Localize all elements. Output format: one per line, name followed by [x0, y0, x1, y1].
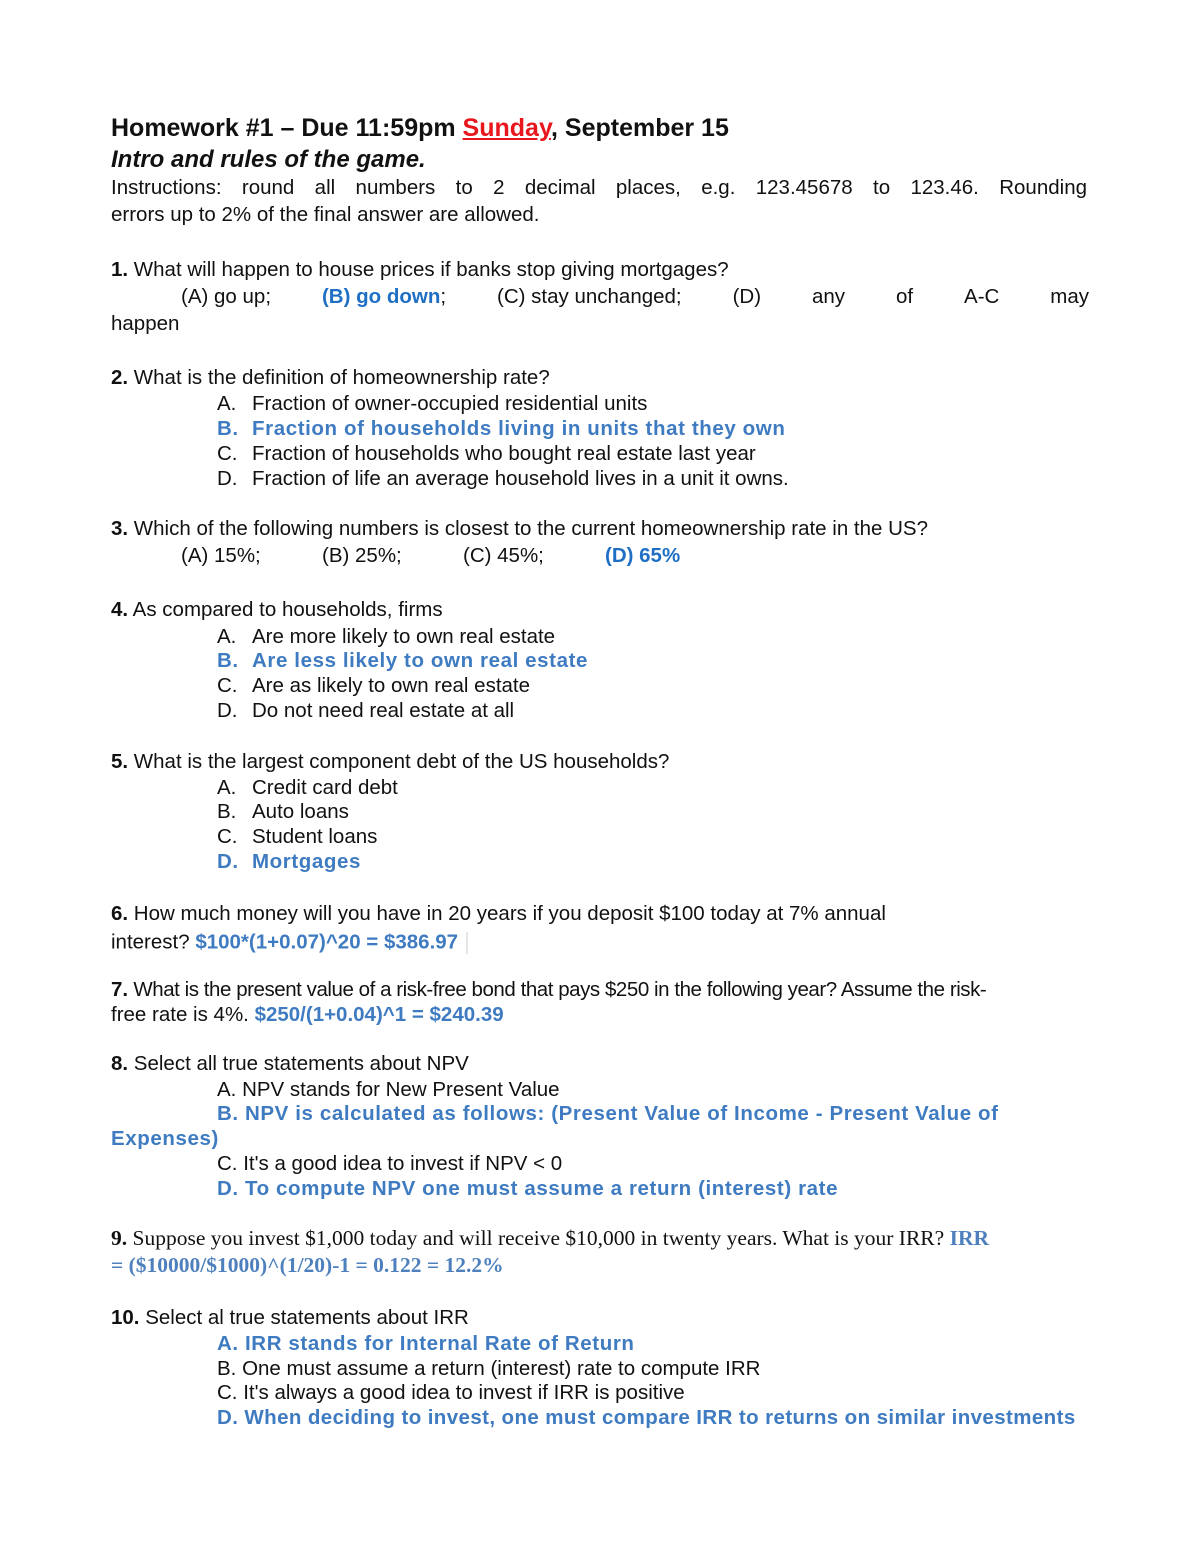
question-number: 9. — [111, 1226, 128, 1250]
option-text: Do not need real estate at all — [252, 699, 515, 722]
question-number: 8. — [111, 1052, 129, 1075]
question-number: 4. — [111, 598, 129, 621]
instructions-line-1: Instructions: round all numbers to 2 decimal places, e.g. 123.45678 to 123.46. Rounding — [111, 176, 1087, 199]
option-text: Fraction of life an average household lives in a unit it owns. — [252, 467, 789, 490]
question-text: As compared to households, firms — [128, 598, 443, 621]
question-8 — [111, 1054, 469, 1075]
option-b — [322, 287, 446, 308]
question-2 — [111, 368, 550, 389]
option-letter: D. — [217, 699, 238, 722]
answer-text: IRR — [949, 1226, 989, 1250]
option-letter: C. — [217, 674, 238, 697]
option-letter: A. — [217, 392, 237, 415]
question-text: free rate is 4%. — [111, 1003, 255, 1026]
instructions-line-2: errors up to 2% of the final answer are allowed. — [111, 203, 540, 226]
question-3 — [111, 519, 928, 540]
option-text: Are as likely to own real estate — [252, 674, 531, 697]
option-letter: B. — [217, 417, 239, 440]
question-1 — [111, 260, 729, 281]
text-cursor — [466, 932, 468, 954]
question-4 — [111, 600, 443, 621]
question-number: 10. — [111, 1306, 140, 1329]
option-text: Mortgages — [252, 850, 362, 873]
option-a — [217, 392, 648, 415]
question-9 — [111, 1228, 989, 1250]
option-c — [217, 825, 378, 848]
question-9-answer — [111, 1255, 504, 1277]
option-b — [217, 800, 349, 823]
question-text: Select all true statements about NPV — [128, 1052, 469, 1075]
option-a — [217, 625, 556, 648]
question-1-options — [181, 287, 1089, 308]
option-b-continued: Expenses) — [111, 1127, 219, 1150]
question-text: How much money will you have in 20 years if you deposit $100 today at 7% annual — [128, 902, 886, 925]
question-text: Suppose you invest $1,000 today and will receive $10,000 in twenty years. What is your IRR? — [127, 1226, 950, 1250]
option-d-word: any — [811, 285, 846, 308]
option-b — [217, 417, 786, 440]
option-b: B. NPV is calculated as follows: (Present Value of Income - Present Value of — [217, 1102, 999, 1125]
question-text: What is the definition of homeownership rate? — [128, 366, 550, 389]
question-text: What is the present value of a risk-free bond that pays $250 in the following year? Assume the risk- — [128, 978, 987, 1001]
option-text: Student loans — [252, 825, 378, 848]
option-d: D. To compute NPV one must assume a return (interest) rate — [217, 1177, 839, 1200]
answer-text: $100*(1+0.07)^20 = $386.97 — [195, 930, 459, 954]
question-number: 1. — [111, 258, 129, 281]
question-number: 2. — [111, 366, 129, 389]
question-3-option-a: (A) 15%; — [181, 544, 261, 567]
option-letter: B. — [217, 649, 239, 672]
question-number: 3. — [111, 517, 129, 540]
option-letter: C. — [217, 825, 238, 848]
answer-text: $250/(1+0.04)^1 = $240.39 — [254, 1003, 504, 1026]
option-text: Fraction of households living in units that they own — [252, 417, 786, 440]
option-a: A. IRR stands for Internal Rate of Return — [217, 1332, 635, 1355]
question-text: What is the largest component debt of the US households? — [128, 750, 670, 773]
option-c: C. It's a good idea to invest if NPV < 0 — [217, 1152, 563, 1175]
option-letter: B. — [217, 800, 237, 823]
question-text: interest? — [111, 930, 196, 954]
option-letter: D. — [217, 467, 238, 490]
option-d-word: may — [1050, 285, 1089, 308]
option-a: A. NPV stands for New Present Value — [217, 1078, 560, 1101]
option-text: Are more likely to own real estate — [252, 625, 556, 648]
question-number: 5. — [111, 750, 129, 773]
question-3-option-b: (B) 25%; — [322, 544, 402, 567]
question-number: 7. — [111, 978, 129, 1001]
question-7 — [111, 980, 986, 1001]
option-b: B. One must assume a return (interest) rate to compute IRR — [217, 1357, 761, 1380]
option-text: Fraction of owner-occupied residential units — [252, 392, 648, 415]
option-d-word: of — [895, 285, 914, 308]
option-a — [217, 776, 398, 799]
page-title — [111, 116, 729, 141]
question-7-continued — [111, 1005, 504, 1026]
option-c: (C) stay unchanged; — [497, 285, 682, 308]
question-text: Which of the following numbers is closest to the current homeownership rate in the US? — [128, 517, 928, 540]
option-d-word: A-C — [964, 285, 1000, 308]
question-text: Select al true statements about IRR — [139, 1306, 469, 1329]
answer-text: = ($10000/$1000)^(1/20)-1 = 0.122 = 12.2% — [111, 1253, 504, 1277]
title-due-day: Sunday — [462, 114, 551, 142]
question-3-option-c: (C) 45%; — [463, 544, 544, 567]
option-a: (A) go up; — [181, 285, 272, 308]
question-3-option-d: (D) 65% — [605, 544, 681, 567]
answer-text: (B) go down — [321, 285, 441, 308]
question-5 — [111, 752, 669, 773]
option-b — [217, 649, 589, 672]
option-letter: C. — [217, 442, 238, 465]
option-letter: D. — [217, 850, 239, 873]
question-number: 6. — [111, 902, 129, 925]
option-d — [217, 467, 789, 490]
question-text: What will happen to house prices if banks stop giving mortgages? — [128, 258, 729, 281]
option-d: D. When deciding to invest, one must compare IRR to returns on similar investments — [217, 1406, 1076, 1429]
question-6-continued — [111, 932, 468, 954]
option-c — [217, 674, 531, 697]
page-subtitle: Intro and rules of the game. — [111, 146, 426, 173]
option-text: Are less likely to own real estate — [252, 649, 589, 672]
option-separator: ; — [440, 285, 447, 308]
title-date: , September 15 — [551, 114, 729, 142]
option-c: C. It's always a good idea to invest if IRR is positive — [217, 1381, 685, 1404]
option-text: Auto loans — [252, 800, 349, 823]
question-1-continued: happen — [111, 312, 180, 335]
option-c — [217, 442, 756, 465]
option-letter: A. — [217, 776, 237, 799]
option-d: (D) — [732, 285, 762, 308]
option-d — [217, 850, 362, 873]
title-text: Homework #1 – Due 11:59pm — [111, 114, 463, 142]
question-6 — [111, 904, 886, 925]
option-text: Credit card debt — [252, 776, 398, 799]
question-10 — [111, 1308, 469, 1329]
option-letter: A. — [217, 625, 237, 648]
option-d — [217, 699, 515, 722]
option-text: Fraction of households who bought real estate last year — [252, 442, 756, 465]
